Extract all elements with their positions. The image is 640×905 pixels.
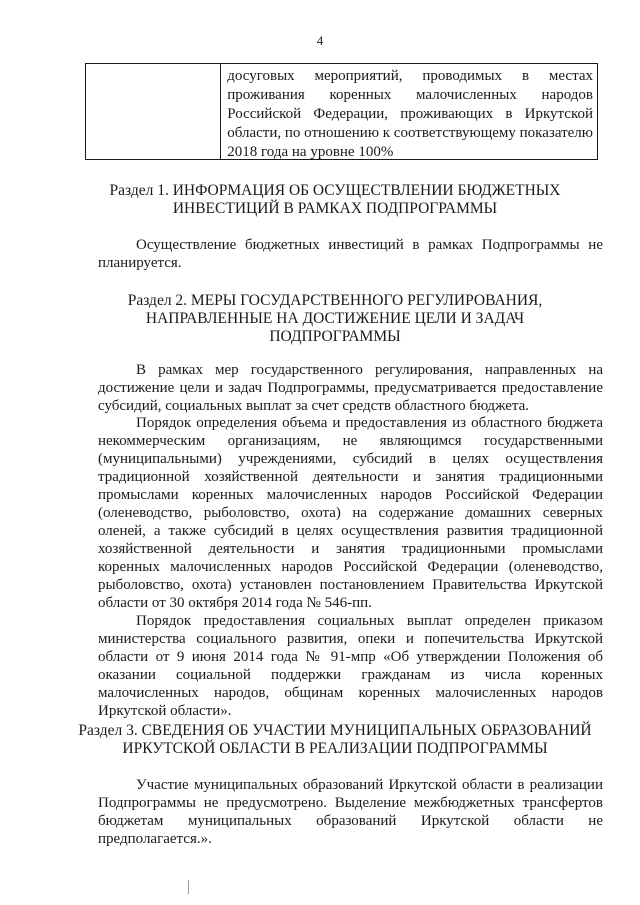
paragraph-line: бюджетам муниципальных образований Иркутской области не: [98, 813, 603, 829]
paragraph-line: предполагается.».: [98, 831, 212, 847]
section1-paragraph: [98, 236, 603, 272]
indicator-table: [85, 63, 598, 160]
paragraph-line: промыслами коренных малочисленных народов Российской Федерации: [98, 487, 603, 503]
paragraph-line: Подпрограммы не предусмотрено. Выделение межбюджетных трансфертов: [98, 795, 603, 811]
paragraph-line: достижение цели и задач Подпрограммы, предусматривается предоставление: [98, 380, 603, 396]
section2-paragraph-2: [98, 414, 603, 612]
paragraph-line: коренных малочисленных народов Российской Федерации (оленеводство,: [98, 559, 603, 575]
section3-heading-line: Раздел 3. СВЕДЕНИЯ ОБ УЧАСТИИ МУНИЦИПАЛЬНЫХ ОБРАЗОВАНИЙ: [78, 722, 592, 739]
paragraph-line: министерства социального развития, опеки и попечительства Иркутской: [98, 631, 603, 647]
paragraph-line: Участие муниципальных образований Иркутской области в реализации: [136, 777, 603, 793]
section2-paragraph-1: [98, 361, 603, 415]
table-cell-line: области, по отношению к соответствующему показателю: [227, 125, 593, 141]
paragraph-line: рыболовство, охота) установлен постановлением Правительства Иркутской: [98, 577, 603, 593]
section2-heading: [60, 292, 610, 346]
section1-heading: [60, 182, 610, 218]
section3-heading: [60, 722, 610, 758]
section1-heading-line: ИНВЕСТИЦИЙ В РАМКАХ ПОДПРОГРАММЫ: [172, 200, 498, 217]
paragraph-line: некоммерческим организациям, не являющимся государственными: [98, 433, 603, 449]
table-right-cell: [221, 64, 597, 159]
scan-artifact: [188, 880, 189, 894]
paragraph-line: Осуществление бюджетных инвестиций в рамках Подпрограммы не: [136, 237, 603, 253]
section3-heading-line: ИРКУТСКОЙ ОБЛАСТИ В РЕАЛИЗАЦИИ ПОДПРОГРАММЫ: [122, 740, 548, 757]
paragraph-line: В рамках мер государственного регулирования, направленных на: [136, 362, 603, 378]
table-left-cell: [86, 64, 221, 159]
page-number: 4: [316, 33, 324, 48]
section1-heading-line: Раздел 1. ИНФОРМАЦИЯ ОБ ОСУЩЕСТВЛЕНИИ БЮДЖЕТНЫХ: [109, 182, 561, 199]
section2-heading-line: НАПРАВЛЕННЫЕ НА ДОСТИЖЕНИЕ ЦЕЛИ И ЗАДАЧ: [145, 310, 525, 327]
paragraph-line: планируется.: [98, 255, 182, 271]
section3-paragraph: [98, 776, 603, 848]
table-cell-line: Российской Федерации, проживающих в Иркутской: [227, 106, 593, 122]
paragraph-line: оленей, а также субсидий в целях осуществления развития традиционной: [98, 523, 603, 539]
paragraph-line: хозяйственной деятельности и занятия традиционными промыслами: [98, 541, 603, 557]
paragraph-line: субсидий, социальных выплат за счет средств областного бюджета.: [98, 398, 530, 414]
section2-paragraph-3: [98, 612, 603, 720]
paragraph-line: Порядок определения объема и предоставления из областного бюджета: [136, 415, 603, 431]
paragraph-line: Иркутской области».: [98, 703, 232, 719]
table-cell-line: 2018 года на уровне 100%: [227, 144, 394, 160]
paragraph-line: области от 30 октября 2014 года № 546-пп.: [98, 595, 372, 611]
paragraph-line: области от 9 июня 2014 года № 91-мпр «Об утверждении Положения об: [98, 649, 603, 665]
section2-heading-line: Раздел 2. МЕРЫ ГОСУДАРСТВЕННОГО РЕГУЛИРОВАНИЯ,: [127, 292, 543, 309]
paragraph-line: малочисленных народов, общинам коренных малочисленных народов: [98, 685, 603, 701]
table-cell-line: досуговых мероприятий, проводимых в местах: [227, 68, 593, 84]
paragraph-line: (муниципальными) учреждениями, субсидий в целях осуществления: [98, 451, 603, 467]
paragraph-line: оказании социальной поддержки гражданам из числа коренных: [98, 667, 603, 683]
table-cell-line: проживания коренных малочисленных народов: [227, 87, 593, 103]
paragraph-line: (оленеводство, рыболовство, охота) на содержание домашних северных: [98, 505, 603, 521]
section2-heading-line: ПОДПРОГРАММЫ: [269, 328, 401, 345]
paragraph-line: традиционной хозяйственной деятельности и занятия традиционными: [98, 469, 603, 485]
paragraph-line: Порядок предоставления социальных выплат определен приказом: [136, 613, 603, 629]
